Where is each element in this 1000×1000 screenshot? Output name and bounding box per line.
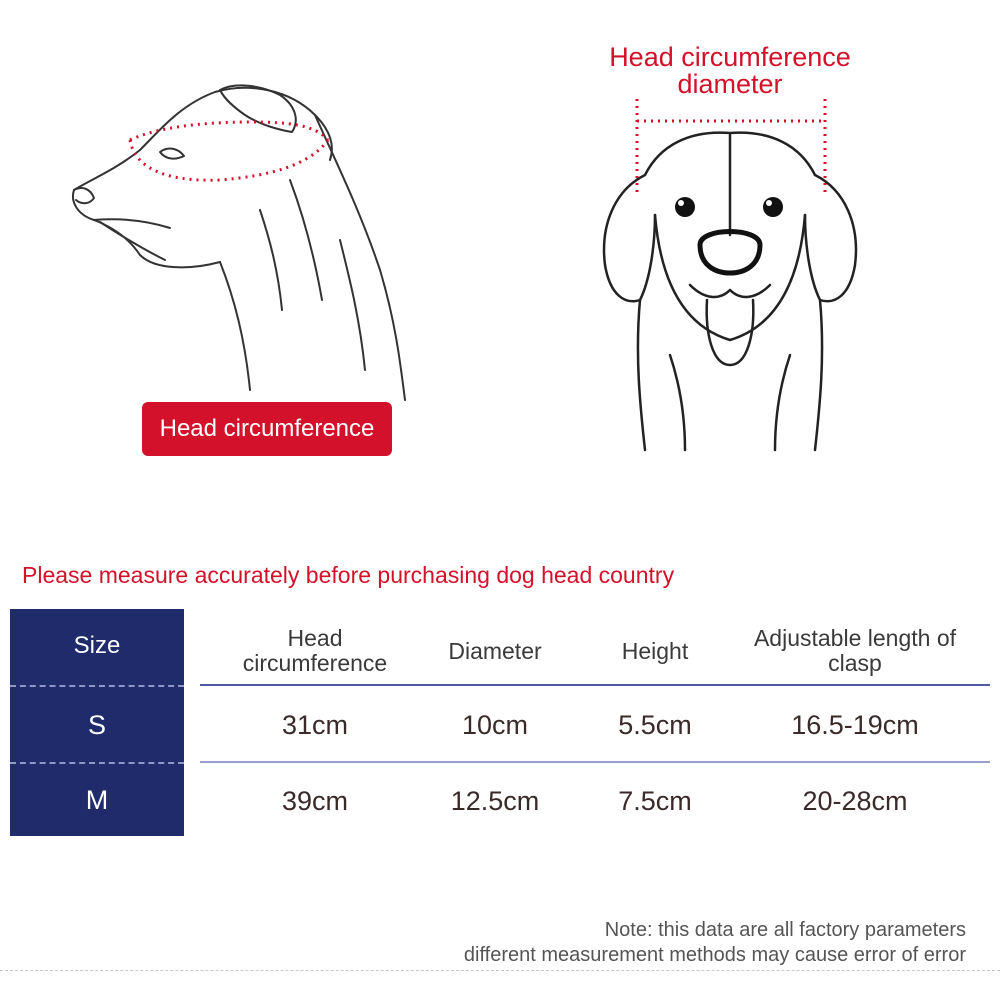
note-line-2: different measurement methods may cause error of error bbox=[463, 944, 966, 966]
header-diameter: Diameter bbox=[448, 637, 542, 664]
factory-note bbox=[464, 918, 966, 968]
header-head-circumference: Head circumference bbox=[242, 625, 388, 676]
bottom-divider bbox=[0, 970, 1000, 971]
row-s-clasp-length: 16.5-19cm bbox=[791, 709, 919, 740]
note-line-1: Note: this data are all factory parameters bbox=[604, 919, 966, 941]
dog-front-illustration bbox=[585, 95, 875, 455]
head-diameter-label: Head circumference diameter bbox=[609, 42, 851, 99]
measure-instruction: Please measure accurately before purchasing dog head country bbox=[22, 562, 675, 588]
row-s-height: 5.5cm bbox=[618, 709, 692, 740]
size-divider bbox=[10, 685, 184, 687]
row-m-head-circumference: 39cm bbox=[281, 785, 349, 816]
row-s-diameter: 10cm bbox=[461, 709, 529, 740]
header-clasp-length: Adjustable length of clasp bbox=[753, 625, 957, 676]
row-s-head-circumference: 31cm bbox=[281, 709, 349, 740]
head-circumference-label: Head circumference bbox=[142, 402, 392, 456]
row-m-height: 7.5cm bbox=[618, 785, 692, 816]
size-column bbox=[10, 609, 184, 836]
header-height: Height bbox=[621, 637, 689, 664]
row-m-clasp-length: 20-28cm bbox=[802, 785, 908, 816]
table-divider bbox=[200, 761, 990, 763]
row-m-diameter: 12.5cm bbox=[450, 785, 540, 816]
size-header: Size bbox=[73, 632, 121, 659]
size-m-cell: M bbox=[85, 784, 109, 815]
table-divider bbox=[200, 684, 990, 686]
dog-profile-illustration bbox=[60, 70, 420, 410]
size-s-cell: S bbox=[87, 709, 106, 740]
